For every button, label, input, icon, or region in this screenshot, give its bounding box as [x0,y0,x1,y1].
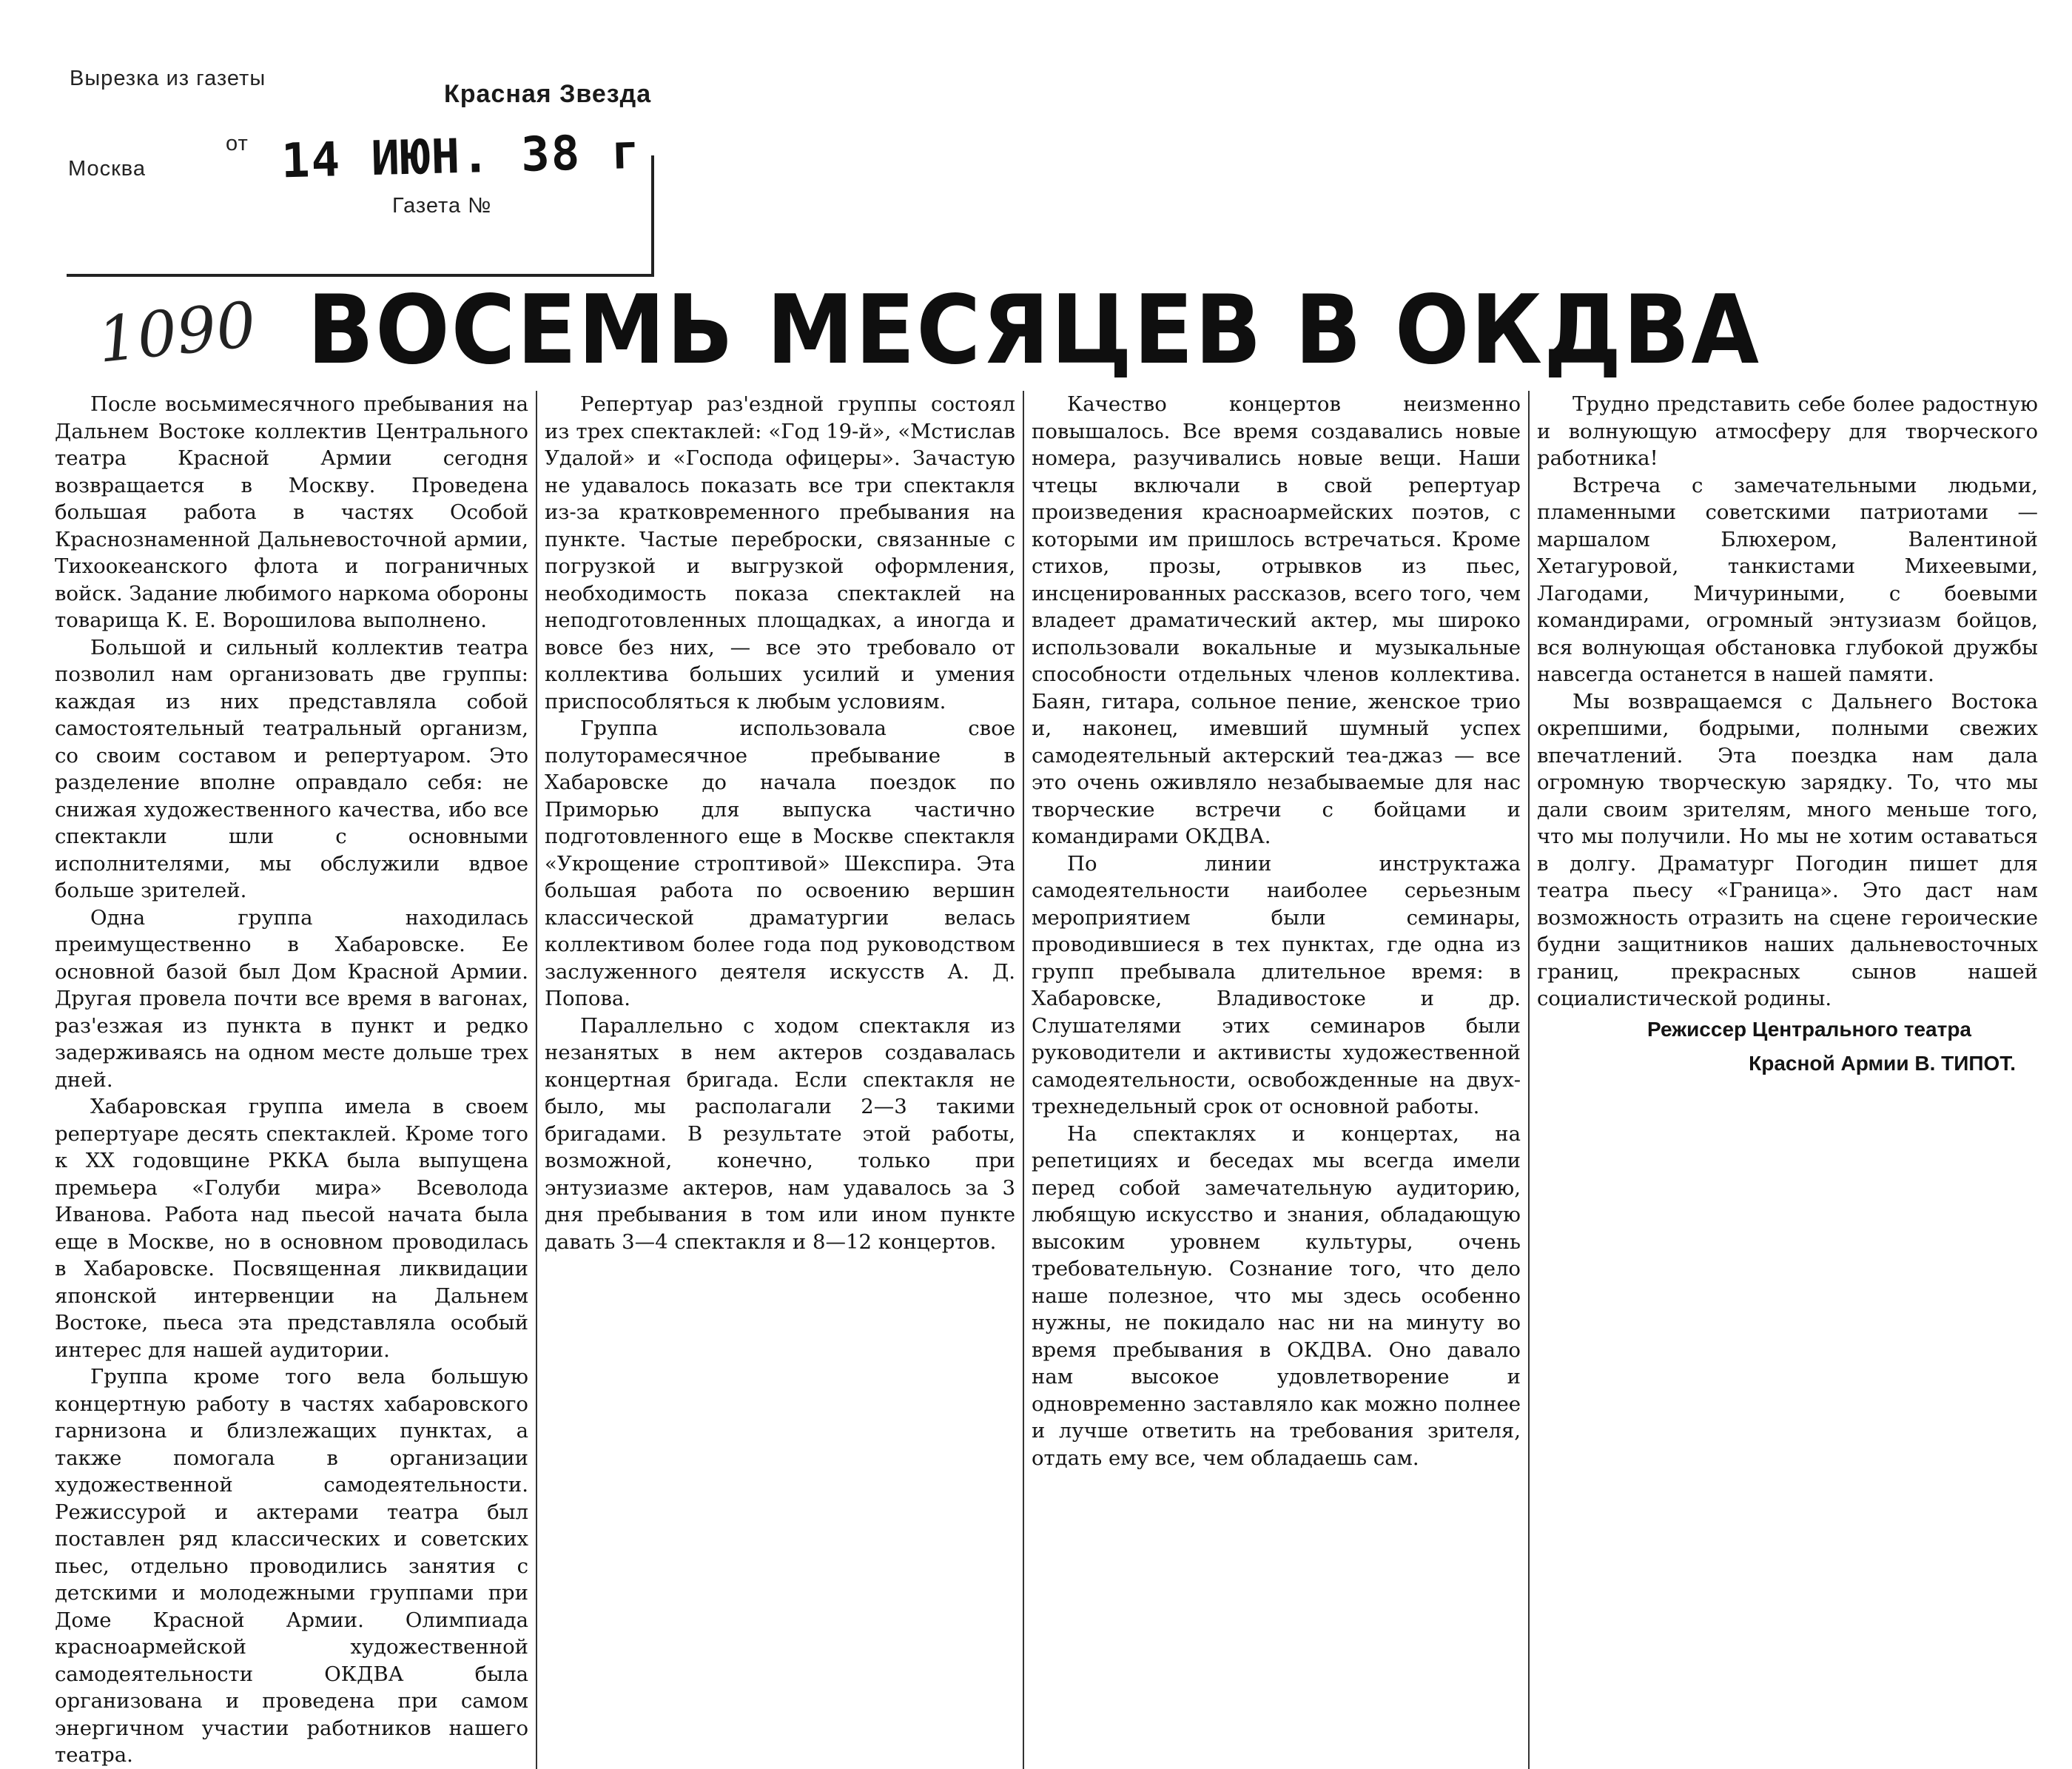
paragraph: Репертуар раз'ездной группы состоял из трех спектаклей: «Год 19-й», «Мстислав Удалой» и «Господа офицеры». Зачастую не удавалось показать все три спектакля из-за кратковременного пребывания на пункте. Частые переброски, связанные с погрузкой и выгрузкой оформления, необходимость показа спектаклей на неподготовленных площадках, а иногда и вовсе без них, — все это требовало от коллектива больших усилий и умения приспособляться к любым условиям. [545,392,1015,714]
article-column-1 [47,391,536,1769]
paragraph: Хабаровская группа имела в своем репертуаре десять спектаклей. Кроме того к XX годовщине РККА была выпущена премьера «Голуби мира» Всеволода Иванова. Работа над пьесой начата была еще в Москве, но в основном проводилась в Хабаровске. Посвященная ликвидации японской интервенции на Дальнем Востоке, пьеса эта представляла особый интерес для нашей аудитории. [55,1095,528,1362]
author-signature [1537,1013,2038,1081]
article-column-3 [1023,391,1528,1769]
paragraph: Качество концертов неизменно повышалось. Все время создавались новые номера, разучивались новые вещи. Наши чтецы включали в свой репертуар произведения красноармейских поэтов, с которыми им пришлось встречаться. Кроме стихов, прозы, отрывков из пьес, инсценированных рассказов, всего того, чем владеет драматический актер, мы широко использовали вокальные и музыкальные способности отдельных членов коллектива. Баян, гитара, сольное пение, женское трио и, наконец, имевший шумный успех самодеятельный актерский теа-джаз — все это очень оживляло незабываемые для нас творческие встречи с бойцами и командирами ОКДВА. [1032,392,1521,848]
clipping-label: Вырезка из газеты [70,67,266,90]
paragraph: Большой и сильный коллектив театра позволил нам организовать две группы: каждая из них представляла собой самостоятельный театральный организм, со своим составом и репертуаром. Это разделение вполне оправдало себя: не снижая художественного качества, ибо все спектакли шли с основными исполнителями, мы обслужили вдвое больше зрителей. [55,635,528,902]
paragraph: Параллельно с ходом спектакля из незанятых в нем актеров создавалась концертная бригада. Если спектакля не было, мы располагали 2—3 такими бригадами. В результате этой работы, возможной, конечно, только при энтузиазме актеров, нам удавалось за 3 дня пребывания в том или ином пункте давать 3—4 спектакля и 8—12 концертов. [545,1013,1015,1254]
article-headline: ВОСЕМЬ МЕСЯЦЕВ В ОКДВА [307,275,1760,386]
signature-line-2: Красной Армии В. ТИПОТ. [1749,1051,2016,1075]
paragraph: Мы возвращаемся с Дальнего Востока окрепшими, бодрыми, полными свежих впечатлений. Эта поездка нам дала огромную творческую зарядку. То, что мы дали своим зрителям, много меньше того, что мы получили. Но мы не хотим оставаться в долгу. Драматург Погодин пишет для театра пьесу «Граница». Это даст нам возможность отразить на сцене героические будни защитников наших дальневосточных границ, прекрасных сынов нашей социалистической родины. [1537,689,2038,1010]
paragraph: По линии инструктажа самодеятельности наиболее серьезным мероприятием были семинары, проводившиеся в тех пунктах, где одна из групп пребывала длительное время: в Хабаровске, Владивостоке и др. Слушателями этих семинаров были руководители и активисты художественной самодеятельности, освобожденные на двух-трехнедельный срок от основной работы. [1032,851,1521,1118]
article-body [47,391,2045,1767]
stamp-frame [67,155,654,277]
paragraph: Одна группа находилась преимущественно в Хабаровске. Ее основной базой был Дом Красной Армии. Другая провела почти все время в вагонах, раз'езжая из пункта в пункт и редко задерживаясь на одном месте дольше трех дней. [55,905,528,1092]
handwritten-number: 1090 [94,288,260,377]
paragraph: Трудно представить себе более радостную и волнующую атмосферу для творческого работника! [1537,392,2038,470]
paragraph: Группа использовала свое полуторамесячное пребывание в Хабаровске до начала поездок по Приморью для выпуска частично подготовленного еще в Москве спектакля «Укрощение строптивой» Шекспира. Эта большая работа по освоению вершин классической драматургии велась коллективом более года под руководством заслуженного деятеля искусств А. Д. Попова. [545,716,1015,1010]
article-column-4 [1528,391,2045,1769]
paragraph: На спектаклях и концертах, на репетициях и беседах мы всегда имели перед собой замечательную аудиторию, любящую искусство и знания, обладающую высоким уровнем культуры, очень требовательную. Сознание того, что дело наше полезное, что мы здесь особенно нужны, не покидало нас ни на минуту во время пребывания в ОКДВА. Оно давало нам высокое удовлетворение и одновременно заставляло как можно полнее и лучше ответить на требования зрителя, отдать ему все, чем обладаешь сам. [1032,1121,1521,1470]
clipping-stamp [67,52,659,229]
signature-line-1: Режиссер Центрального театра [1647,1017,1971,1041]
clipping-date: 14 ИЮН. 38 г [280,124,642,189]
paragraph: Встреча с замечательными людьми, пламенными советскими патриотами — маршалом Блюхером, Валентиной Хетагуровой, танкистами Михеевыми, Лагодами, Мичуриными, с боевыми командирами, огромный энтузиазм бойцов, вся волнующая обстановка глубокой дружбы навсегда останется в нашей памяти. [1537,473,2038,686]
date-from-label: от [226,132,249,155]
newspaper-name: Красная Звезда [444,80,652,108]
paragraph: Группа кроме того вела большую концертную работу в частях хабаровского гарнизона и близлежащих пунктах, а также помогала в организации художественной самодеятельности. Режиссурой и актерами театра был поставлен ряд классических и советских пьес, отдельно проводились занятия с детскими и молодежными группами при Доме Красной Армии. Олимпиада красноармейской художественной самодеятельности ОКДВА была организована и проведена при самом энергичном участии работников нашего театра. [55,1365,528,1767]
issue-label: Газета № [392,194,492,218]
paragraph: После восьмимесячного пребывания на Дальнем Востоке коллектив Центрального театра Красной Армии сегодня возвращается в Москву. Проведена большая работа в частях Особой Краснознаменной Дальневосточной армии, Тихоокеанского флота и пограничных войск. Задание любимого наркома обороны товарища К. Е. Ворошилова выполнено. [55,392,528,632]
article-column-2 [536,391,1023,1769]
city-label: Москва [68,157,147,181]
